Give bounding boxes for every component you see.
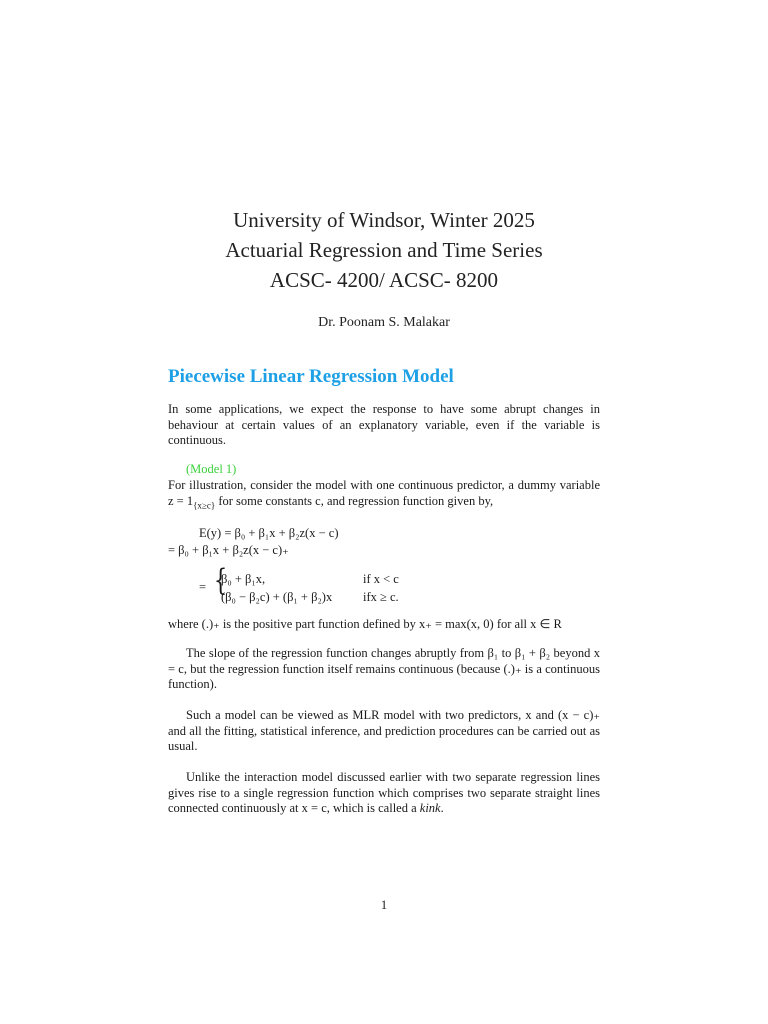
author-name: Dr. Poonam S. Malakar (318, 315, 450, 330)
mlr-paragraph: Such a model can be viewed as MLR model with two predictors, x and (x − c)₊ and all the fitting, statistical inference, and prediction procedures can be carried out as usual. (168, 708, 600, 753)
title-line-course-code: ACSC- 4200/ ACSC- 8200 (269, 268, 499, 292)
equation-line-2: = β₀ + β₁x + β₂z(x − c)₊ (168, 543, 289, 557)
where-line: where (.)₊ is the positive part function defined by x₊ = max(x, 0) for all x ∈ R (168, 617, 562, 631)
document-title (0, 205, 768, 295)
page-number: 1 (380, 898, 388, 912)
case2-condition: ifx ≥ c. (363, 590, 399, 604)
model-label: (Model 1) (186, 462, 237, 476)
kink-paragraph (168, 770, 600, 817)
title-line-university: University of Windsor, Winter 2025 (233, 208, 535, 232)
left-brace-symbol: { (213, 563, 228, 598)
case1-condition: if x < c (363, 572, 399, 586)
model-intro-subscript: {x≥c} (193, 500, 216, 510)
case2-expression: (β₀ − β₂c) + (β₁ + β₂)x (221, 590, 333, 604)
equation-equals: = (199, 580, 207, 594)
kink-text-a: Unlike the interaction model discussed earlier with two separate regression lines gives rise to a single regression function which comprises two separate straight lines connected continuously at x = c, which is called a (168, 770, 600, 815)
title-line-course: Actuarial Regression and Time Series (225, 238, 543, 262)
section-heading: Piecewise Linear Regression Model (168, 366, 454, 387)
model-intro-text-b: for some constants c, and regression function given by, (215, 493, 494, 508)
kink-text-b: . (440, 801, 444, 815)
equation-line-1: E(y) = β₀ + β₁x + β₂z(x − c) (199, 526, 339, 540)
model-intro-paragraph (168, 478, 600, 514)
model-intro-text-a: For illustration, consider the model with one continuous predictor, a dummy variable z = 1 (168, 478, 600, 508)
slope-paragraph: The slope of the regression function changes abruptly from β₁ to β₁ + β₂ beyond x = c, but the regression function itself remains continuous (because (.)₊ is a continuous function). (168, 646, 600, 691)
kink-term: kink (419, 801, 441, 815)
case1-expression: β₀ + β₁x, (221, 572, 266, 586)
intro-paragraph: In some applications, we expect the response to have some abrupt changes in behaviour at certain values of an explanatory variable, even if the variable is continuous. (168, 402, 600, 447)
